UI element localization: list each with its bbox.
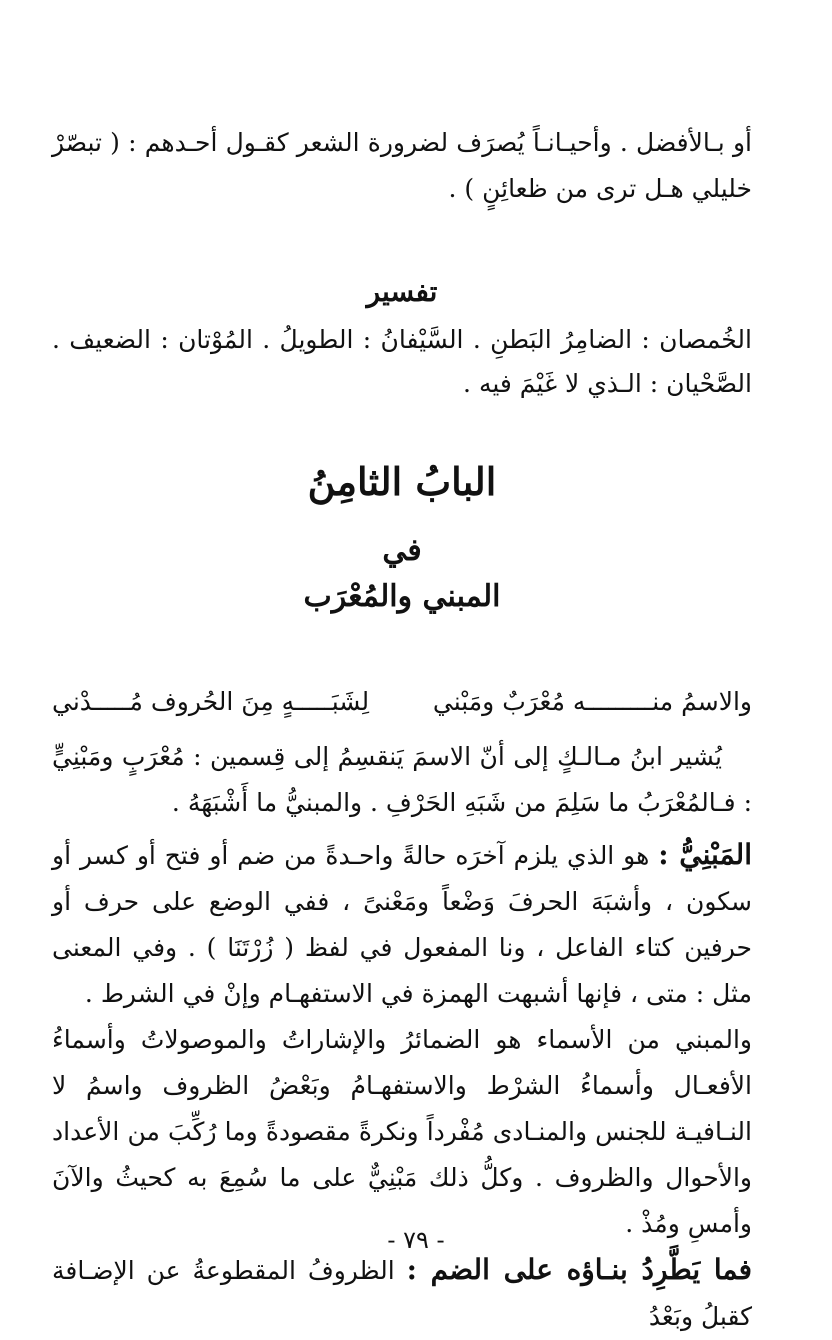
mabni-definition-text: هو الذي يلزم آخرَه حالةً واحـدةً من ضم أو فتح أو كسر أو سكون ، وأشبَهَ الحرفَ وَضْعاً ومَعْنىً ، ففي الوضع على حرف أو حرفين كتاء الفاعل ، ونا المفعول في لفظ ( زُرْتَنَا ) . وفي المعنى مثل : متى ، فإنها أشبهت الهمزة في الاستفهـام وإنْ في الشرط . (52, 841, 752, 1008)
verse-line (52, 678, 752, 726)
intro-paragraph: أو بـالأفضل . وأحيـانـاً يُصرَف لضرورة الشعر كقـول أحـدهم : ( تبصّرْ خليلي هـل ترى من ظعائِنٍ ) . (52, 128, 752, 203)
page-body (52, 120, 752, 1340)
chapter-subtitle: المبني والمُعْرَب (303, 579, 501, 614)
mabni-definition-paragraph (52, 832, 752, 1017)
chapter-fi: في (382, 533, 422, 568)
damm-term: فما يَطَّرِدُ بنـاؤه على الضم : (406, 1253, 752, 1286)
explanation-paragraph: يُشير ابنُ مـالـكٍ إلى أنّ الاسمَ يَنقسِمُ إلى قِسمين : مُعْرَبٍ ومَبْنِيٍّ : فـالمُعْرَبُ ما سَلِمَ من شَبَهِ الحَرْفِ . والمبنيُّ ما أَشْبَهَهُ . (52, 742, 752, 817)
verse-hemistich-left: لِشَبَـــــهٍ مِنَ الحُروف مُـــــدْني (52, 687, 370, 716)
damm-paragraph (52, 1247, 752, 1340)
mabni-list-paragraph: والمبني من الأسماء هو الضمائرُ والإشاراتُ والموصولاتُ وأسماءُ الأفعـال وأسماءُ الشرْط والاستفهـامُ وبَعْضُ الظروف واسمُ لا النـافيـة للجنس والمنـادى مُفْرداً ونكرةً مقصودةً وما رُكِّبَ من الأعداد والأحوال والظروف . وكلُّ ذلك مَبْنِيٌّ على ما سُمِعَ به كحيثُ والآنَ وأمسِ ومُذْ . (52, 1025, 752, 1238)
verse-hemistich-right: والاسمُ منـــــــــه مُعْرَبٌ ومَبْني (432, 687, 752, 716)
chapter-title: البابُ الثامِنُ (307, 459, 497, 504)
mabni-term: المَبْنِيُّ : (658, 838, 752, 871)
tafsir-heading: تفسير (366, 275, 438, 308)
page-number: - ٧٩ - (387, 1226, 445, 1254)
tafsir-paragraph: الخُمصان : الضامِرُ البَطنِ . السَّيْفانُ : الطويلُ . المُوْتان : الضعيف . الصَّحْيان : الـذي لا غَيْمَ فيه . (52, 325, 752, 398)
damm-text: الظروفُ المقطوعةُ عن الإضـافة كقبلُ وبَعْدُ (52, 1256, 752, 1331)
